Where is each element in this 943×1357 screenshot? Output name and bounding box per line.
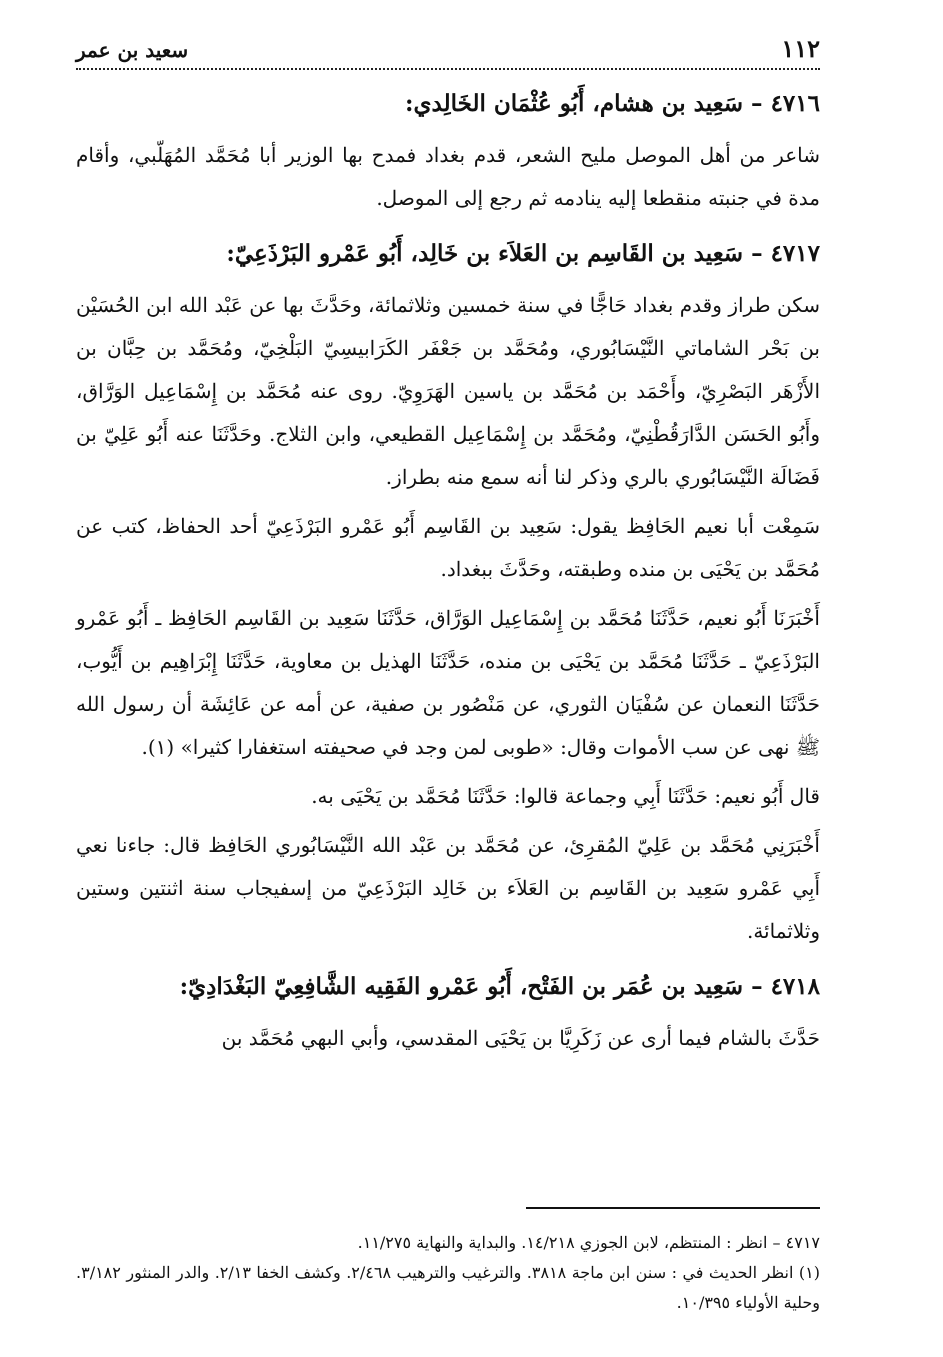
entry-4716 (76, 84, 820, 220)
paragraph: سَمِعْت أبا نعيم الحَافِظ يقول: سَعِيد بن القَاسِم أَبُو عَمْرو البَرْذَعِيّ أحد الحفاظ، كتب عن مُحَمَّد بن يَحْيَى بن منده وطبقته، وحَدَّثَ ببغداد. (76, 514, 820, 581)
footnote: ٤٧١٧ – انظر : المنتظم، لابن الجوزي ١٤/٢١٨. والبداية والنهاية ١١/٢٧٥. (357, 1233, 820, 1252)
page-body (76, 32, 820, 1066)
entry-4718 (76, 967, 820, 1060)
entry-heading: ٤٧١٨ – سَعِيد بن عُمَر بن الفَتْح، أَبُو عَمْرو الفَقِيه الشَّافِعِيّ البَغْدَادِيّ: (179, 973, 820, 1000)
running-title: سعيد بن عمر (76, 38, 189, 62)
paragraph: أَخْبَرَنِي مُحَمَّد بن عَلِيّ المُقرِئ، عن مُحَمَّد بن عَبْد الله النَّيْسَابُوري الحَافِظ قال: جاءنا نعي أَبِي عَمْرو سَعِيد بن القَاسِم بن العَلاَء بن خَالِد البَرْذَعِيّ من إسفيجاب سنة اثنتين وستين وثلاثمائة. (76, 833, 820, 943)
entry-heading: ٤٧١٦ – سَعِيد بن هشام، أَبُو عُثْمَان الخَالِدي: (405, 90, 820, 117)
paragraph: شاعر من أهل الموصل مليح الشعر، قدم بغداد فمدح بها الوزير أبا مُحَمَّد المُهَلّبي، وأقام مدة في جنبته منقطعا إليه ينادمه ثم رجع إلى الموصل. (76, 143, 820, 210)
entry-heading: ٤٧١٧ – سَعِيد بن القَاسِم بن العَلاَء بن خَالِد، أَبُو عَمْرو البَرْذَعِيّ: (226, 240, 820, 267)
page-number: ١١٢ (781, 34, 820, 63)
running-header (76, 32, 820, 70)
paragraph: سكن طراز وقدم بغداد حَاجًّا في سنة خمسين وثلاثمائة، وحَدَّثَ بها عن عَبْد الله ابن الحُسَيْن بن بَحْر الشاماتي النَّيْسَابُوري، ومُحَمَّد بن جَعْفَر الكَرَابيسِيّ البَلْخِيّ، ومُحَمَّد بن حِبَّان بن الأَزْهَر البَصْرِيّ، وأَحْمَد بن مُحَمَّد بن ياسين الهَرَوِيّ. روى عنه مُحَمَّد بن إِسْمَاعِيل الوَرَّاق، وأَبُو الحَسَن الدَّارَقُطْنِيّ، ومُحَمَّد بن إِسْمَاعِيل القطيعي، وابن الثلاج. وحَدَّثَنَا عنه أَبُو عَلِيّ بن فَضَالَة النَّيْسَابُوري بالري وذكر لنا أنه سمع منه بطراز. (76, 293, 820, 489)
paragraph: حَدَّثَ بالشام فيما أرى عن زَكَرِيَّا بن يَحْيَى المقدسي، وأبي البهي مُحَمَّد بن (221, 1026, 820, 1050)
footnote-separator (526, 1207, 820, 1209)
entry-4717 (76, 234, 820, 953)
paragraph: قال أَبُو نعيم: حَدَّثَنَا أَبِي وجماعة قالوا: حَدَّثَنَا مُحَمَّد بن يَحْيَى به. (311, 784, 820, 808)
paragraph: أَخْبَرَنَا أَبُو نعيم، حَدَّثَنَا مُحَمَّد بن إِسْمَاعِيل الوَرَّاق، حَدَّثَنَا سَعِيد بن القَاسِم الحَافِظ ـ أَبُو عَمْرو البَرْذَعِيّ ـ حَدَّثَنَا مُحَمَّد بن يَحْيَى بن منده، حَدَّثَنَا الهذيل بن معاوية، حَدَّثَنَا إِبْرَاهِيم بن أَيُّوب، حَدَّثَنَا النعمان عن سُفْيَان الثوري، عن مَنْصُور بن صفية، عن أمه عن عَائِشَة أن رسول الله ﷺ نهى عن سب الأموات وقال: «طوبى لمن وجد في صحيفته استغفارا كثيرا» (١). (76, 606, 820, 759)
footnote: (١) انظر الحديث في : سنن ابن ماجة ٣٨١٨. والترغيب والترهيب ٢/٤٦٨. وكشف الخفا ٢/١٣. والدر المنثور ٣/١٨٢. وحلية الأولياء ١٠/٣٩٥. (76, 1263, 821, 1312)
footnotes (76, 1228, 820, 1318)
